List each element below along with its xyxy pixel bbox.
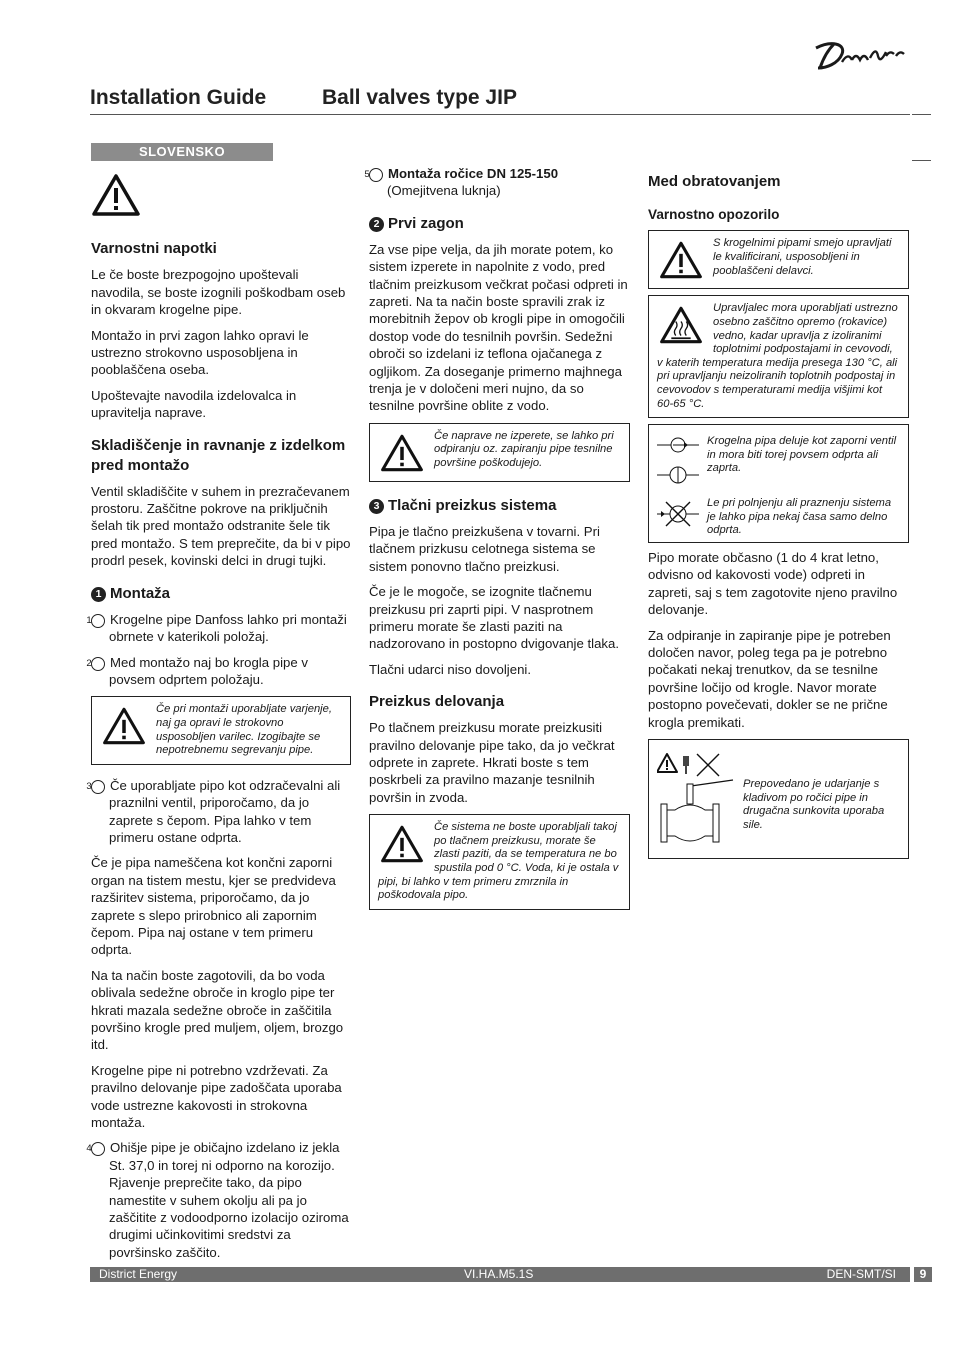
maintenance-paragraph: Krogelne pipe ni potrebno vzdrževati. Za pravilno delovanje pipe zadoščata uporaba vode ustrezne kakovosti in strokovna montaža. [91,1062,342,1130]
hot-surface-note: Upravljalec mora uporabljati ustrezno osebno zaščitno opremo (rokavice) vedno, kadar upravlja z izoliranimi toplotnimi podpostajami in cevovodi, v katerih temperatura medija presega 130 °C, ali pri upravljanju neizoliranih toplotnih podpostaj in cevovodov s temperaturami medija višjimi kot 60-65 °C. [648,295,909,418]
pressure-paragraph-3: Tlačni udarci niso dovoljeni. [369,661,531,677]
margin-tick-top [912,114,931,115]
mounting-heading: 1 Montaža [91,584,351,604]
footer-left: District Energy [99,1267,178,1281]
operation-heading: Med obratovanjem [648,173,781,190]
list-item: 1 Krogelne pipe Danfoss lahko pri montaži obrnete v katerikoli položaj. [86,611,347,645]
warning-icon [380,824,424,864]
footer-right: DEN-SMT/SI [826,1267,896,1281]
welding-note: Če pri montaži uporabljate varjenje, naj ga opravi le strokovno usposobljen varilec. Izogibajte se nepotrebnemu segrevanju pipe. [91,696,351,764]
safety-paragraph-2: Montažo in prvi zagon lahko opravi le ustrezno strokovno usposobljena in pooblaščena oseba. [91,327,309,378]
danfoss-logo [812,38,912,74]
first-start-heading: 2 Prvi zagon [369,214,630,234]
qualified-staff-note: S krogelnimi pipami smejo upravljati le kvalificirani, usposobljeni in pooblaščeni delavci. [648,230,909,289]
document-title: Installation Guide [90,86,267,109]
margin-tick-mid [912,160,931,161]
hot-surface-icon [659,305,703,345]
no-hammer-icon [657,752,735,846]
frost-note: Če sistema ne boste uporabljali takoj po tlačnem preizkusu, morate še zlasti paziti, da se temperatura ne bo spustila pod 0 °C. Voda, ki je ostala v pipi, bi lahko v tem primeru zmrznila in poškodovala pipo. [369,814,630,910]
end-valve-paragraph: Če je pipa nameščena kot končni zaporni organ na tistem mestu, kjer se predvideva razširitev sistema, priporočamo, da jo zaprete s slepo prirobnico ali zapornim čepom. Pipa naj ostane v tem primeru odprta. [91,855,336,958]
pressure-test-heading: 3 Tlačni preizkus sistema [369,496,630,516]
list-item: 2 Med montažo naj bo krogla pipe v povsem odprtem položaju. [86,654,308,687]
list-item: 4 Ohišje pipe je običajno izdelano iz jekla St. 37,0 in torej ni odporno na korozijo. Rjavenje preprečite tako, da pipo namestite v suhem okolju ali pa jo zaščitite z vodoodporno izolacijo oziroma drugimi učinkovitimi sredstvi za površinsko zaščito. [86,1140,349,1260]
warning-icon [659,240,703,280]
step-number: 1 [91,587,106,602]
warning-icon [91,173,141,217]
valve-position-note: Krogelna pipa deluje kot zaporni ventil in mora biti torej povsem odprta ali zaprta. Le pri polnjenju ali praznenju sistema je lahko pipa nekaj časa samo delno odprta. [648,424,909,543]
list-item: 5 Montaža ročice DN 125-150 (Omejitvena luknja) [364,166,559,199]
partial-open-valve-icon [657,499,699,529]
flush-note: Če naprave ne izperete, se lahko pri odpiranju oz. zapiranju pipe tesnilne površine poškodujejo. [369,423,630,482]
function-test-heading: Preizkus delovanja [369,693,505,711]
pressure-paragraph-2: Če je le mogoče, se izognite tlačnemu preizkusu pri zaprti pipi. V nasprotnem primeru morate še zlasti paziti na nadzorovano in postopno dvigovanje tlaka. [369,584,620,652]
torque-paragraph: Za odpiranje in zapiranje pipe je potreben določen navor, poleg tega pa je potrebno počakati nekaj trenutkov, da se tesnilne površine ločijo od krogle. Navor morate postopno povečevati, dokler se ne prične krogla premikati. [648,627,891,730]
header-rule [90,114,910,115]
periodic-operation-paragraph: Pipo morate občasno (1 do 4 krat letno, odvisno od kakovosti vode) odpreti in zapreti, saj s tem zagotovite njeno pravilno delovanje. [648,549,898,618]
safety-paragraph-3: Upoštevajte navodila izdelovalca in upravitelja naprave. [91,387,297,421]
pressure-paragraph-1: Pipa je tlačno preizkušena v tovarni. Pri tlačnem prizkusu celotnega sistema se sistem ponovno tlačno preizkusi. [369,523,600,574]
footer-center: VI.HA.M5.1S [464,1267,534,1281]
water-paragraph: Na ta način boste zagotovili, da bo voda oblivala sedežne obroče in kroglo pipe ter hkrati mazala sedežne obroče in zaščitila površino krogle pred muljem, oljem, brozgo itd. [91,967,344,1053]
hammer-note: Prepovedano je udarjanje s kladivom po ročici pipe in drugačna sunkovita uporaba sile. [648,739,909,859]
first-start-paragraph: Za vse pipe velja, da jih morate potem, ko sistem izperete in napolnite z vodo, pred tlačnim preizkusom večkrat počasi odpreti in zapreti. Na ta način boste spravili zrak iz morebitnih žepov ob krogli pipe in omogočili dostop vode do tesnilnih površin. Sedežni obroči so izdelani iz teflona ojačanega z ogljikom. Za doseganje primerno majhnega trenja je v določeni meri nujno, da so tesnilne površine oblite z vodo. [369,241,628,414]
safety-heading: Varnostni napotki [91,240,217,258]
footer-bar [90,1267,910,1282]
page-number: 9 [914,1267,932,1282]
document-subtitle: Ball valves type JIP [322,86,517,109]
safety-warning-heading: Varnostno opozorilo [648,207,780,222]
warning-icon [380,433,424,473]
list-item: 3 Če uporabljate pipo kot odzračevalni ali praznilni ventil, priporočamo, da jo zaprete s čepom. Pipa lahko v tem primeru ostane odprta. [86,777,341,845]
column-right [648,158,909,871]
column-left [86,143,351,1269]
storage-paragraph: Ventil skladiščite v suhem in prezračevanem prostoru. Zaščitne pokrove na priključnih šelah tik pred montažo odstranite šele tik pred montažo. S tem preprečite, da bi v pipo prodrl pesek, kovinski delci in drugi tujki. [91,483,351,569]
safety-paragraph-1: Le če boste brezpogojno upoštevali navodila, se boste izognili poškodbam oseb in okvaram krogelne pipe. [91,267,346,318]
function-test-paragraph: Po tlačnem preizkusu morate preizkusiti pravilno delovanje pipe tako, da jo večkrat odprete in zaprete. Hkrati boste s tem poskrbeli za pravilno mazanje tesnilnih površin in zvoda. [369,720,615,805]
open-valve-icon [657,437,699,487]
warning-icon [102,706,146,746]
storage-heading: Skladiščenje in ravnanje z izdelkom pred montažo [91,436,346,474]
column-middle [364,165,630,922]
language-label: SLOVENSKO [91,143,273,161]
